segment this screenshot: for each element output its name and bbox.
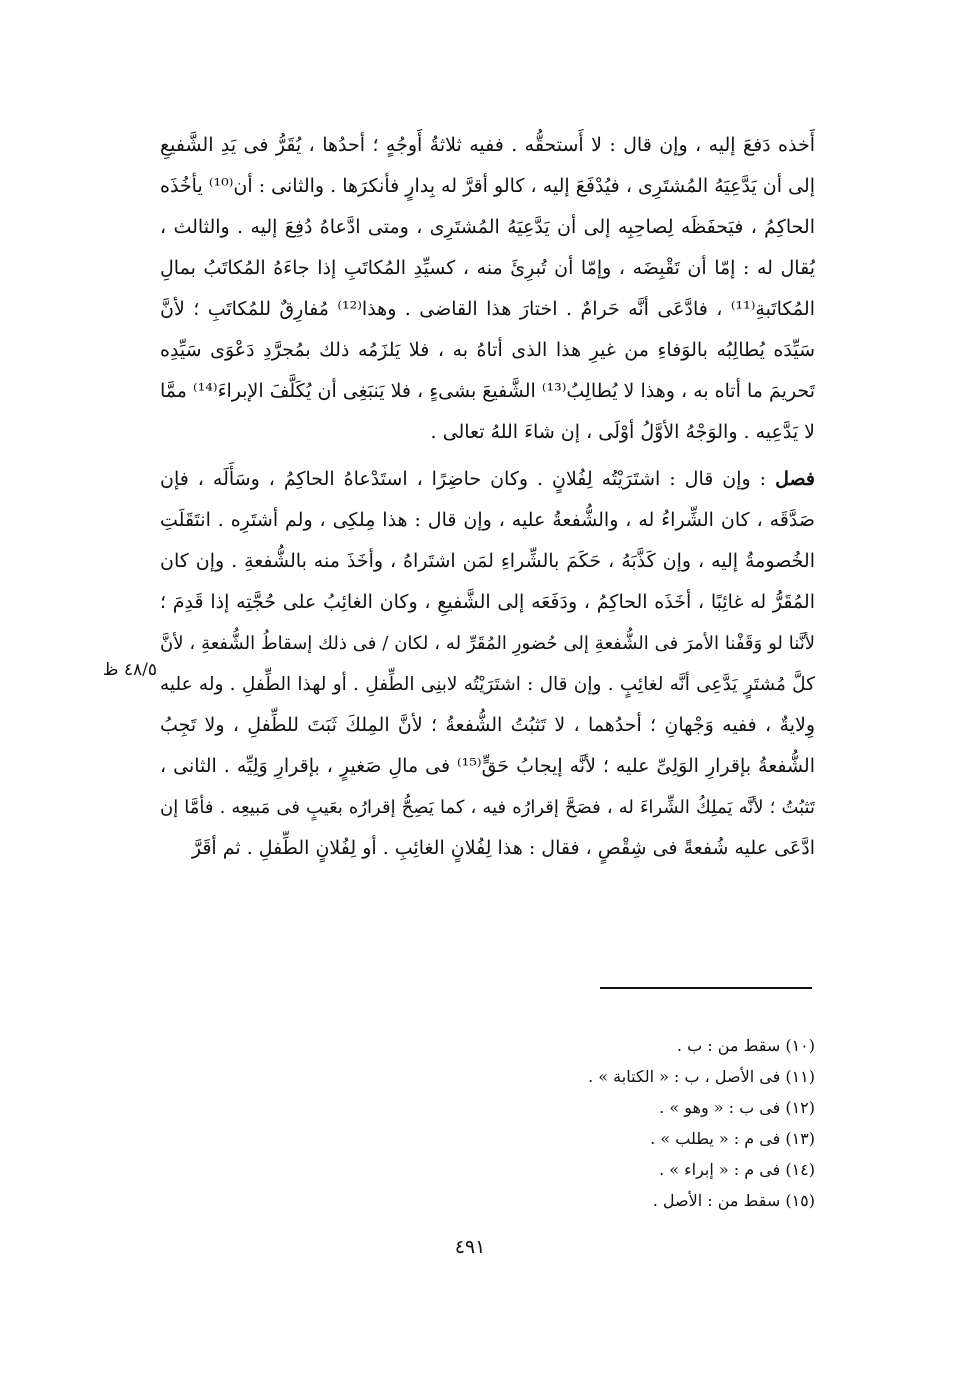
text-line: صَدَّقَه ، كان الشِّراءُ له ، والشُّفعةُ عليه ، وإن قال : هذا مِلكِى ، ولم أشتَرِه . انتَقَلَتِ	[160, 509, 815, 531]
footnote: (١١) فى الأصل ، ب : « الكتابة » .	[588, 1067, 815, 1086]
page-number: ٤٩١	[454, 1236, 486, 1258]
footnote: (١٤) فى م : « إبراء » .	[659, 1160, 815, 1179]
text-line: وِلايةٌ ، ففيه وَجْهانِ ؛ أحدُهما ، لا تَثبُتُ الشُّفعةُ ؛ لأنَّ المِلكَ ثَبَتَ للطِّفلِ ، ولا تَجِبُ	[160, 714, 815, 736]
text-line: الشُّفعةُ بإقرارِ الوَلِىِّ عليه ؛ لأنَّه إيجابُ حَقٍّ⁽¹⁵⁾ فى مالِ صَغيرٍ ، بإقرارِ وَلِيِّه . الثانى ،	[160, 755, 815, 777]
text-line: المُكاتَبةِ⁽¹¹⁾ ، فادَّعَى أنَّه حَرامٌ . اختارَ هذا القاضى . وهذا⁽¹²⁾ مُفارِقٌ للمُكاتَبِ ؛ لأنَّ	[160, 298, 815, 320]
text-line: ادَّعَى عليه شُفعةً فى شِقْصٍ ، فقال : هذا لِفُلانٍ الغائِبِ . أو لِفُلانٍ الطِّفلِ . ثم أقَرَّ	[191, 837, 815, 859]
text-line: الخُصومةُ إليه ، وإن كَذَّبَهُ ، حَكَمَ بالشِّراءِ لمَن اشتَراهُ ، وأخَذَ منه بالشُّفعةِ . وإن كان	[160, 550, 815, 572]
text-line: الحاكِمُ ، فيَحفَظَه لِصاحِبِه إلى أن يَدَّعِيَهُ المُشتَرِى ، ومتى ادَّعاهُ دُفِعَ إليه . والثالث ،	[160, 216, 815, 238]
section-label: فصل	[775, 468, 815, 490]
text-line: تَثبُتُ ؛ لأنَّه يَملِكُ الشِّراءَ له ، فصَحَّ إقرارُه فيه ، كما يَصِحُّ إقرارُه بعَيبٍ فى مَبيعِه . فأمَّا إن	[160, 797, 815, 818]
text-line-fragment: : وإن قال : اشتَرَيْتُه لِفُلانٍ . وكان حاضِرًا ، استَدْعاهُ الحاكِمُ ، وسَأَلَه ، فإن	[160, 468, 767, 490]
margin-folio-note: ٤٨/٥ ظ	[102, 660, 157, 680]
footnotes	[420, 1030, 815, 1216]
footnote: (١٥) سقط من : الأصل .	[652, 1191, 815, 1210]
text-line: لا يَدَّعِيه . والوَجْهُ الأوَّلُ أوْلَى ، إن شاءَ اللهُ تعالى .	[430, 421, 815, 443]
text-line: سَيِّدَه يُطالِبُه بالوَفاءِ من غيرِ هذا الذى أتاهُ به ، فلا يَلزَمُه ذلك بمُجرَّدِ دَعْوَى سَيِّدِه	[160, 339, 815, 361]
text-line: تَحريمَ ما أتاه به ، وهذا لا يُطالِبُ⁽¹³⁾ الشَّفيعَ بشىءٍ ، فلا يَنبَغِى أن يُكَلَّفَ الإبراءَ⁽¹⁴⁾ ممَّا	[160, 380, 815, 402]
footnote: (١٣) فى م : « يطلب » .	[650, 1129, 815, 1148]
text-line: إلى أن يَدَّعِيَهُ المُشتَرِى ، فيُدْفَعَ إليه ، كالو أقرَّ له بِدارٍ فأنكرَها . والثانى : أن⁽¹⁰⁾ يأخُذَه	[160, 175, 815, 197]
text-line: أَخذه دَفعَ إليه ، وإن قال : لا أَستحقُّه . ففيه ثلاثةُ أَوجُهٍ ؛ أحدُها ، يُقَرُّ فى يَدِ الشَّفيعِ	[160, 134, 815, 156]
footnote: (١٠) سقط من : ب .	[676, 1036, 815, 1055]
section-first-line	[160, 459, 815, 500]
main-text-block	[160, 125, 815, 869]
text-line: كلَّ مُشتَرٍ يَدَّعِى أنَّه لغائِبٍ . وإن قال : اشتَرَيْتُه لابنِى الطِّفلِ . أو لهذا الطِّفلِ . وله عليه	[160, 674, 815, 695]
text-line: لأنَّنا لو وَقَفْنا الأمرَ فى الشُّفعةِ إلى حُضورِ المُقَرِّ له ، لكان / فى ذلك إسقاطُ الشُّفعةِ ، لأنَّ	[160, 633, 815, 654]
text-line: المُقَرُّ له غائِبًا ، أخَذَه الحاكِمُ ، ودَفَعَه إلى الشَّفيعِ ، وكان الغائِبُ على حُجَّتِه إذا قَدِمَ ؛	[160, 591, 815, 613]
footnote: (١٢) فى ب : « وهو » .	[659, 1098, 815, 1117]
footnote-separator	[600, 987, 812, 989]
text-line: يُقال له : إمّا أن تَقْبِضَه ، وإمّا أن تُبرِئَ منه ، كسيِّدِ المُكاتَبِ إذا جاءَهُ المُكاتَبُ بمالِ	[160, 257, 815, 279]
